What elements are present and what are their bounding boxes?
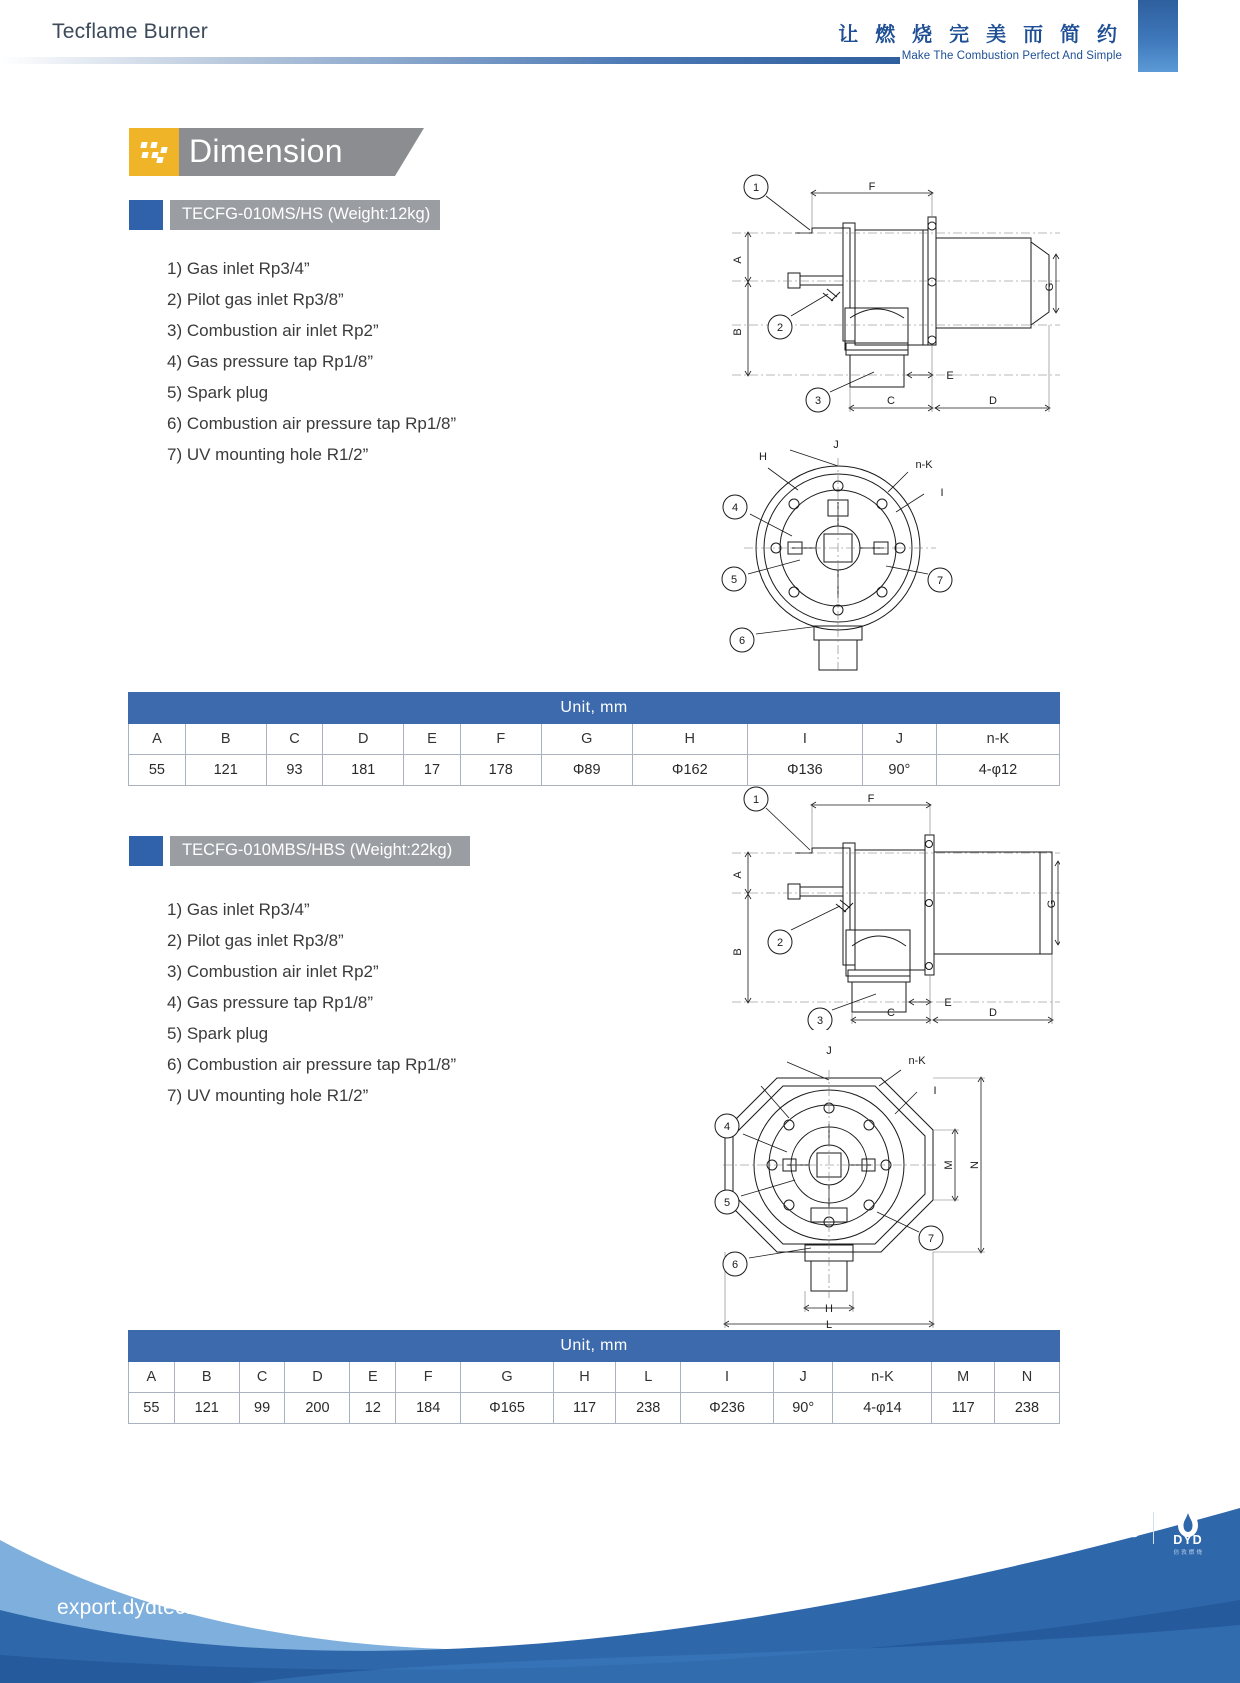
table-cell-G: Φ89 — [541, 755, 632, 786]
list-item: 4) Gas pressure tap Rp1/8” — [167, 993, 373, 1012]
balloon-6: 6 — [738, 635, 746, 647]
list-item: 2) Pilot gas inlet Rp3/8” — [167, 931, 344, 950]
dim-label-A: A — [732, 256, 744, 264]
page-header — [0, 0, 1240, 80]
balloon-5: 5 — [730, 574, 738, 586]
dim-label-B: B — [732, 948, 744, 956]
table-col-F: F — [460, 724, 541, 755]
table-col-A: A — [129, 724, 186, 755]
table-cell-J: 90° — [773, 1393, 833, 1424]
header-accent-bar — [1138, 0, 1178, 72]
table-col-B: B — [174, 1362, 239, 1393]
table-col-L: L — [616, 1362, 681, 1393]
dim-label-I: I — [933, 1085, 937, 1097]
table-col-C: C — [266, 724, 323, 755]
balloon-3: 3 — [814, 395, 822, 407]
table-col-D: D — [285, 1362, 350, 1393]
table-col-E: E — [350, 1362, 396, 1393]
balloon-7: 7 — [936, 575, 944, 587]
list-item: 1) Gas inlet Rp3/4” — [167, 900, 310, 919]
dim-label-E: E — [944, 997, 952, 1009]
table-col-N: N — [994, 1362, 1059, 1393]
footer-wave-graphic — [0, 1480, 1240, 1683]
balloon-7: 7 — [927, 1233, 935, 1245]
table-col-H: H — [632, 724, 747, 755]
list-item: 3) Combustion air inlet Rp2” — [167, 321, 379, 340]
list-item: 2) Pilot gas inlet Rp3/8” — [167, 290, 344, 309]
dim-label-A: A — [732, 871, 744, 879]
table-cell-B: 121 — [174, 1393, 239, 1424]
dim-label-L: L — [825, 1319, 833, 1330]
page-title: Tecflame Burner — [52, 20, 208, 43]
table-cell-H: Φ162 — [632, 755, 747, 786]
list-item: 7) UV mounting hole R1/2” — [167, 445, 369, 464]
table-cell-C: 93 — [266, 755, 323, 786]
footer-links[interactable]: export.dydtec.com www.airotation.com — [57, 1596, 424, 1619]
list-item: 3) Combustion air inlet Rp2” — [167, 962, 379, 981]
table-cell-D: 181 — [323, 755, 404, 786]
dimension-table-2 — [128, 1330, 1060, 1424]
dim-label-I: I — [940, 487, 944, 499]
list-item: 1) Gas inlet Rp3/4” — [167, 259, 310, 278]
table-col-I: I — [747, 724, 862, 755]
section-banner-title: Dimension — [189, 133, 343, 169]
dim-label-D: D — [989, 1007, 997, 1019]
table-col-nK: n-K — [936, 724, 1059, 755]
table-col-B: B — [185, 724, 266, 755]
model-label-text-1: TECFG-010MS/HS (Weight:12kg) — [182, 205, 431, 223]
dim-label-E: E — [946, 370, 954, 382]
dot-pattern-icon — [129, 128, 179, 176]
table-col-G: G — [541, 724, 632, 755]
table-cell-nK: 4-φ12 — [936, 755, 1059, 786]
table-cell-B: 121 — [185, 755, 266, 786]
callout-list-2 — [167, 894, 456, 1111]
table-col-I: I — [681, 1362, 774, 1393]
technical-drawing-1-front — [670, 440, 1000, 680]
table-header-row — [129, 724, 1060, 755]
table-row — [129, 1393, 1060, 1424]
list-item: 6) Combustion air pressure tap Rp1/8” — [167, 414, 457, 433]
dim-label-nK: n-K — [915, 459, 933, 471]
table-cell-nK: 4-φ14 — [833, 1393, 932, 1424]
footer-divider — [1153, 1512, 1154, 1544]
table-unit-row — [129, 1331, 1060, 1362]
table-col-D: D — [323, 724, 404, 755]
technical-drawing-2-side — [660, 780, 1060, 1030]
table-col-H: H — [553, 1362, 615, 1393]
balloon-1: 1 — [752, 794, 760, 806]
list-item: 6) Combustion air pressure tap Rp1/8” — [167, 1055, 457, 1074]
table-unit-title: Unit, mm — [129, 693, 1060, 724]
balloon-2: 2 — [776, 322, 784, 334]
table-unit-row — [129, 693, 1060, 724]
table-unit-title: Unit, mm — [129, 1331, 1060, 1362]
balloon-4: 4 — [723, 1121, 731, 1133]
table-cell-E: 17 — [404, 755, 461, 786]
dim-label-G: G — [1044, 282, 1056, 292]
balloon-5: 5 — [723, 1197, 731, 1209]
table-col-G: G — [461, 1362, 554, 1393]
dim-label-C: C — [887, 1007, 895, 1019]
table-cell-I: Φ136 — [747, 755, 862, 786]
table-col-F: F — [396, 1362, 461, 1393]
dim-label-nK: n-K — [908, 1055, 926, 1067]
table-cell-E: 12 — [350, 1393, 396, 1424]
table-col-C: C — [239, 1362, 285, 1393]
page-footer — [0, 1480, 1240, 1683]
dim-label-C: C — [887, 395, 895, 407]
table-cell-I: Φ236 — [681, 1393, 774, 1424]
dim-label-H: H — [759, 451, 767, 463]
table-col-J: J — [862, 724, 936, 755]
table-cell-G: Φ165 — [461, 1393, 554, 1424]
model-label-text-2: TECFG-010MBS/HBS (Weight:22kg) — [182, 841, 453, 859]
header-rule — [0, 57, 900, 64]
dim-label-F: F — [867, 793, 875, 805]
table-col-A: A — [129, 1362, 175, 1393]
dim-label-G: G — [1046, 899, 1058, 909]
table-cell-J: 90° — [862, 755, 936, 786]
balloon-2: 2 — [776, 937, 784, 949]
table-cell-N: 238 — [994, 1393, 1059, 1424]
table-cell-L: 238 — [616, 1393, 681, 1424]
balloon-6: 6 — [731, 1259, 739, 1271]
list-item: 7) UV mounting hole R1/2” — [167, 1086, 369, 1105]
list-item: 5) Spark plug — [167, 1024, 269, 1043]
table-col-M: M — [932, 1362, 994, 1393]
list-item: 4) Gas pressure tap Rp1/8” — [167, 352, 373, 371]
table-cell-D: 200 — [285, 1393, 350, 1424]
model-label-marker — [129, 200, 163, 230]
table-cell-M: 117 — [932, 1393, 994, 1424]
balloon-3: 3 — [816, 1015, 824, 1027]
page-number: 09 — [1110, 1512, 1142, 1543]
header-english-slogan: Make The Combustion Perfect And Simple — [901, 50, 1122, 62]
table-cell-C: 99 — [239, 1393, 285, 1424]
table-col-J: J — [773, 1362, 833, 1393]
table-col-nK: n-K — [833, 1362, 932, 1393]
dyd-logo-subtext: 倍 敦 燃 烧 — [1173, 1550, 1203, 1556]
dim-label-D: D — [989, 395, 997, 407]
dim-label-B: B — [732, 328, 744, 336]
table-header-row — [129, 1362, 1060, 1393]
dim-label-J: J — [826, 1045, 832, 1057]
list-item: 5) Spark plug — [167, 383, 269, 402]
header-chinese-slogan: 让 燃 烧 完 美 而 简 约 — [838, 22, 1122, 46]
dim-label-M: M — [943, 1160, 955, 1170]
technical-drawing-2-front — [665, 1040, 1010, 1330]
callout-list-1 — [167, 253, 456, 470]
dyd-logo-text: DYD — [1173, 1533, 1203, 1547]
balloon-4: 4 — [731, 502, 739, 514]
dim-label-H: H — [825, 1303, 833, 1315]
table-cell-A: 55 — [129, 1393, 175, 1424]
table-cell-A: 55 — [129, 755, 186, 786]
table-cell-H: 117 — [553, 1393, 615, 1424]
dim-label-J: J — [833, 440, 839, 451]
dim-label-F: F — [868, 181, 876, 193]
balloon-1: 1 — [752, 182, 760, 194]
table-cell-F: 184 — [396, 1393, 461, 1424]
dim-label-N: N — [969, 1161, 981, 1169]
table-cell-F: 178 — [460, 755, 541, 786]
table-col-E: E — [404, 724, 461, 755]
dimension-table-1 — [128, 692, 1060, 786]
model-label-marker — [129, 836, 163, 866]
technical-drawing-1-side — [660, 160, 1060, 420]
